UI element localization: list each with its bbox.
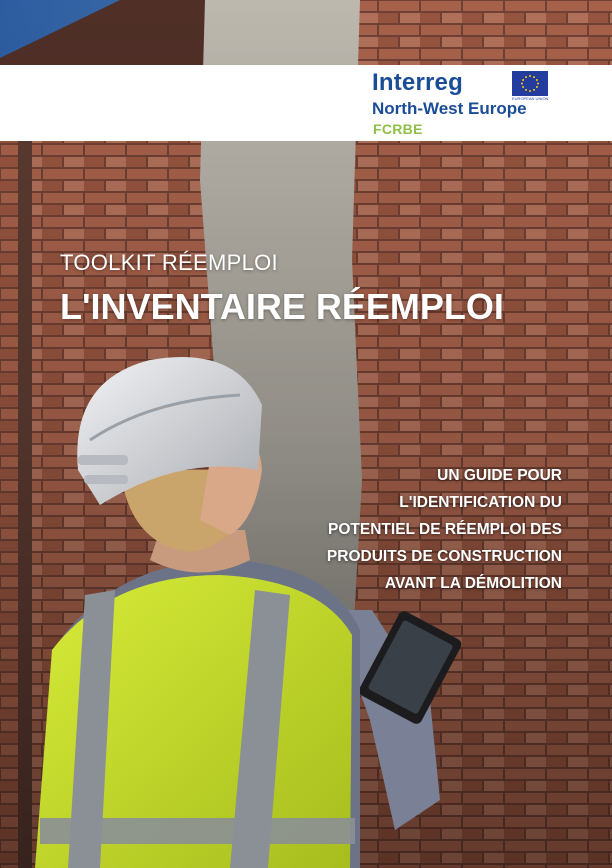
eu-label: EUROPEAN UNION [512, 96, 549, 101]
subtitle-line: L'IDENTIFICATION DU [399, 494, 562, 511]
subtitle-line: UN GUIDE POUR [437, 467, 562, 484]
series-title: TOOLKIT RÉEMPLOI [60, 250, 278, 275]
logo-region: North-West Europe [372, 99, 527, 118]
page-title: L'INVENTAIRE RÉEMPLOI [60, 286, 504, 327]
logo-band [0, 65, 612, 141]
logo-project: FCRBE [373, 121, 423, 137]
logo-brand: Interreg [372, 69, 463, 96]
interreg-logo [372, 69, 554, 139]
eu-flag-icon [512, 71, 548, 96]
subtitle-line: POTENTIEL DE RÉEMPLOI DES [328, 521, 562, 538]
subtitle [262, 462, 562, 597]
subtitle-line: AVANT LA DÉMOLITION [384, 575, 562, 592]
subtitle-line: PRODUITS DE CONSTRUCTION [326, 548, 562, 565]
